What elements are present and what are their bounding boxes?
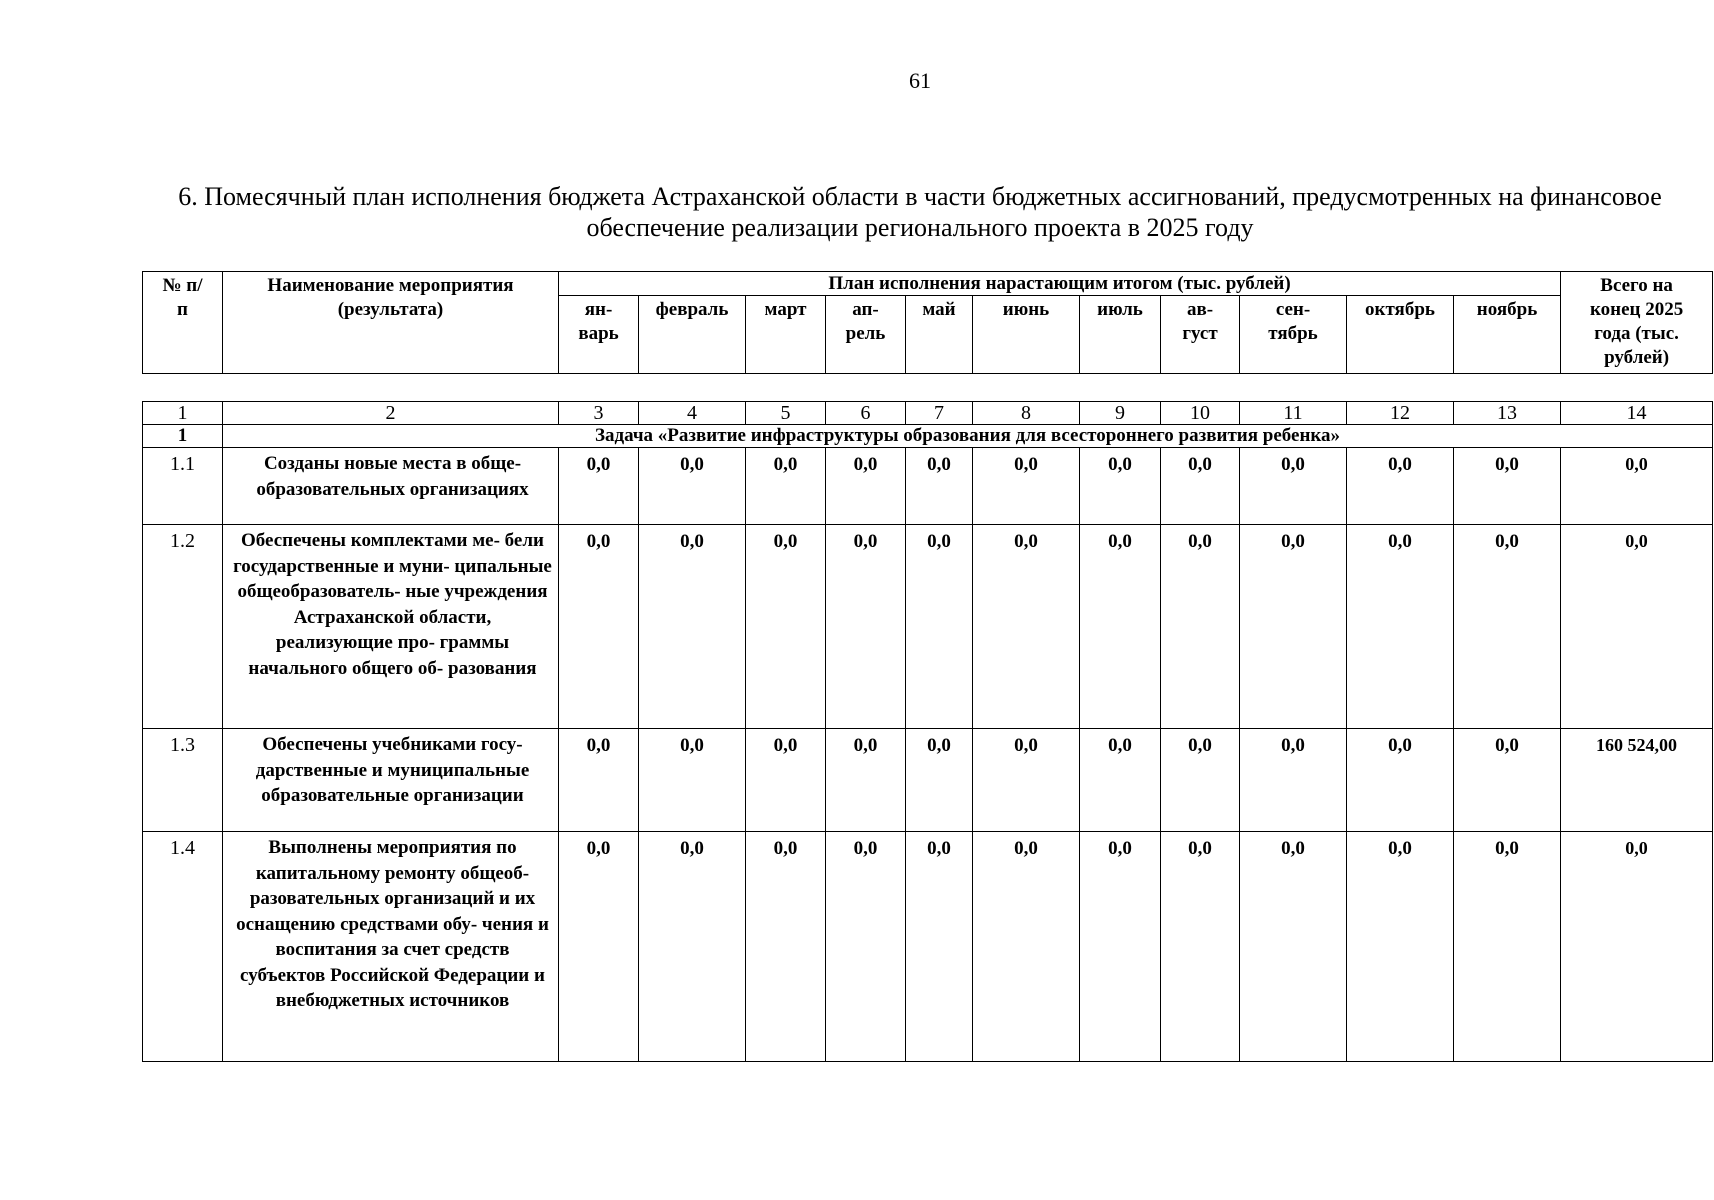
header-month: ноябрь [1454,296,1561,374]
row-month-value: 0,0 [1080,832,1161,1062]
row-month-value: 0,0 [746,832,826,1062]
row-month-value: 0,0 [1240,729,1347,832]
table-row [143,525,1713,729]
task-num: 1 [143,425,223,448]
row-month-value: 0,0 [639,525,746,729]
row-month-value: 0,0 [559,832,639,1062]
row-month-value: 0,0 [826,832,906,1062]
row-total: 0,0 [1561,832,1713,1062]
header-month: май [906,296,973,374]
row-month-value: 0,0 [1347,729,1454,832]
header-month: сен- тябрь [1240,296,1347,374]
row-month-value: 0,0 [639,832,746,1062]
header-total: Всего на конец 2025 года (тыс. рублей) [1561,272,1713,374]
row-month-value: 0,0 [973,729,1080,832]
row-month-value: 0,0 [1161,448,1240,525]
row-name: Обеспечены комплектами ме- бели государственные и муни- ципальные общеобразователь- ные учреждения Астраханской области, реализующие про- граммы начального общего об- разования [223,525,559,729]
column-number: 8 [973,402,1080,425]
row-month-value: 0,0 [973,525,1080,729]
row-month-value: 0,0 [906,729,973,832]
column-number: 10 [1161,402,1240,425]
header-month: март [746,296,826,374]
row-month-value: 0,0 [1080,448,1161,525]
table-row [143,448,1713,525]
row-month-value: 0,0 [639,448,746,525]
column-number: 3 [559,402,639,425]
page-number: 61 [909,68,931,93]
header-month: ян- варь [559,296,639,374]
header-name: Наименование мероприятия (результата) [223,272,559,374]
row-month-value: 0,0 [559,729,639,832]
row-total: 160 524,00 [1561,729,1713,832]
table-row [143,832,1713,1062]
row-month-value: 0,0 [1347,525,1454,729]
row-name: Созданы новые места в обще- образовательных организациях [223,448,559,525]
header-month: ап- рель [826,296,906,374]
column-number: 1 [143,402,223,425]
column-number: 11 [1240,402,1347,425]
row-month-value: 0,0 [973,448,1080,525]
row-month-value: 0,0 [746,729,826,832]
column-number: 13 [1454,402,1561,425]
row-num: 1.4 [143,832,223,1062]
row-month-value: 0,0 [906,832,973,1062]
row-month-value: 0,0 [1161,729,1240,832]
row-month-value: 0,0 [1161,525,1240,729]
row-month-value: 0,0 [906,448,973,525]
header-month: октябрь [1347,296,1454,374]
row-month-value: 0,0 [973,832,1080,1062]
row-month-value: 0,0 [1240,448,1347,525]
row-month-value: 0,0 [1454,729,1561,832]
column-number: 5 [746,402,826,425]
row-month-value: 0,0 [1454,448,1561,525]
row-month-value: 0,0 [559,448,639,525]
row-month-value: 0,0 [826,448,906,525]
row-total: 0,0 [1561,525,1713,729]
column-number: 7 [906,402,973,425]
header-plan: План исполнения нарастающим итогом (тыс. рублей) [559,272,1561,296]
header-month: февраль [639,296,746,374]
header-num: № п/п [143,272,223,374]
row-month-value: 0,0 [826,525,906,729]
column-number: 2 [223,402,559,425]
row-month-value: 0,0 [746,525,826,729]
row-num: 1.1 [143,448,223,525]
row-month-value: 0,0 [639,729,746,832]
row-month-value: 0,0 [1454,832,1561,1062]
task-label: Задача «Развитие инфраструктуры образования для всестороннего развития ребенка» [223,425,1713,448]
row-month-value: 0,0 [1240,525,1347,729]
row-num: 1.3 [143,729,223,832]
row-month-value: 0,0 [1454,525,1561,729]
header-month: ав- густ [1161,296,1240,374]
row-total: 0,0 [1561,448,1713,525]
row-month-value: 0,0 [1347,448,1454,525]
header-month: июль [1080,296,1161,374]
table-body [142,401,1713,1062]
row-month-value: 0,0 [1080,525,1161,729]
column-number: 9 [1080,402,1161,425]
row-month-value: 0,0 [1080,729,1161,832]
table-row [143,729,1713,832]
row-month-value: 0,0 [746,448,826,525]
row-month-value: 0,0 [1240,832,1347,1062]
column-number: 12 [1347,402,1454,425]
document-title: 6. Помесячный план исполнения бюджета Астраханской области в части бюджетных ассигнований, предусмотренных на финансовое обеспечение реализации регионального проекта в 2025 году [178,182,1662,242]
header-month: июнь [973,296,1080,374]
column-number: 4 [639,402,746,425]
row-name: Обеспечены учебниками госу- дарственные и муниципальные образовательные организации [223,729,559,832]
table-header [142,271,1713,374]
row-name: Выполнены мероприятия по капитальному ремонту общеоб- разовательных организаций и их оснащению средствами обу- чения и воспитания за счет средств субъектов Российской Федерации и внебюджетных источников [223,832,559,1062]
row-month-value: 0,0 [559,525,639,729]
row-month-value: 0,0 [826,729,906,832]
column-number: 6 [826,402,906,425]
row-month-value: 0,0 [1347,832,1454,1062]
column-number: 14 [1561,402,1713,425]
row-num: 1.2 [143,525,223,729]
row-month-value: 0,0 [906,525,973,729]
row-month-value: 0,0 [1161,832,1240,1062]
